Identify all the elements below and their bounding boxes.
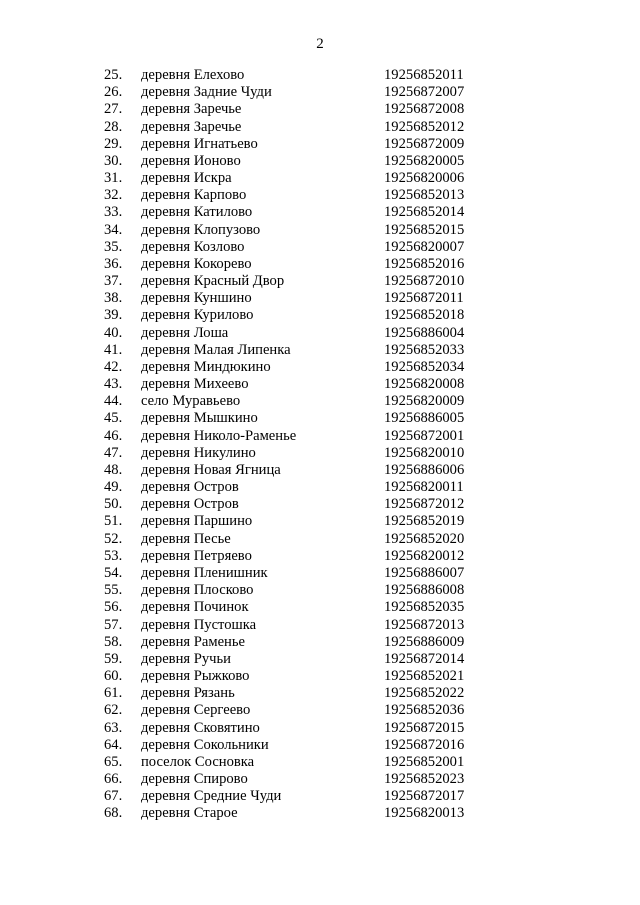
oktmo-code: 19256820007 bbox=[384, 238, 465, 255]
list-item bbox=[0, 410, 640, 427]
row-number: 35. bbox=[104, 238, 123, 255]
settlement-name: деревня Заречье bbox=[141, 101, 242, 118]
oktmo-code: 19256852016 bbox=[384, 255, 465, 272]
list-item bbox=[0, 582, 640, 599]
oktmo-code: 19256820011 bbox=[384, 479, 464, 496]
list-item bbox=[0, 771, 640, 788]
oktmo-code: 19256872009 bbox=[384, 135, 465, 152]
row-number: 53. bbox=[104, 547, 123, 564]
row-number: 40. bbox=[104, 324, 123, 341]
row-number: 33. bbox=[104, 204, 123, 221]
list-item bbox=[0, 393, 640, 410]
oktmo-code: 19256886008 bbox=[384, 582, 465, 599]
oktmo-code: 19256820009 bbox=[384, 393, 465, 410]
list-item bbox=[0, 702, 640, 719]
settlement-name: деревня Ионово bbox=[141, 152, 241, 169]
list-item bbox=[0, 222, 640, 239]
row-number: 41. bbox=[104, 341, 123, 358]
list-item bbox=[0, 599, 640, 616]
oktmo-code: 19256872014 bbox=[384, 650, 465, 667]
row-number: 38. bbox=[104, 290, 123, 307]
oktmo-code: 19256820005 bbox=[384, 152, 465, 169]
row-number: 51. bbox=[104, 513, 123, 530]
list-item bbox=[0, 256, 640, 273]
list-item bbox=[0, 496, 640, 513]
oktmo-code: 19256872011 bbox=[384, 290, 464, 307]
oktmo-code: 19256852021 bbox=[384, 668, 465, 685]
list-item bbox=[0, 651, 640, 668]
oktmo-code: 19256872016 bbox=[384, 736, 465, 753]
oktmo-code: 19256852035 bbox=[384, 599, 465, 616]
settlement-name: деревня Починок bbox=[141, 599, 249, 616]
row-number: 48. bbox=[104, 461, 123, 478]
list-item bbox=[0, 101, 640, 118]
list-item bbox=[0, 204, 640, 221]
list-item bbox=[0, 84, 640, 101]
settlement-name: деревня Елехово bbox=[141, 67, 245, 83]
list-item bbox=[0, 187, 640, 204]
oktmo-code: 19256872013 bbox=[384, 616, 465, 633]
oktmo-code: 19256886009 bbox=[384, 633, 465, 650]
oktmo-code: 19256820010 bbox=[384, 444, 465, 461]
row-number: 57. bbox=[104, 616, 123, 633]
row-number: 46. bbox=[104, 427, 123, 444]
settlement-name: деревня Лоша bbox=[141, 324, 229, 341]
settlement-name: поселок Сосновка bbox=[141, 753, 255, 770]
settlement-name: деревня Песье bbox=[141, 530, 231, 547]
list-item bbox=[0, 428, 640, 445]
row-number: 58. bbox=[104, 633, 123, 650]
settlement-list bbox=[0, 67, 640, 823]
row-number: 66. bbox=[104, 771, 123, 788]
list-item bbox=[0, 788, 640, 805]
oktmo-code: 19256852013 bbox=[384, 187, 465, 204]
row-number: 68. bbox=[104, 805, 123, 822]
row-number: 31. bbox=[104, 170, 123, 187]
settlement-name: деревня Карпово bbox=[141, 187, 247, 204]
row-number: 64. bbox=[104, 736, 123, 753]
list-item bbox=[0, 531, 640, 548]
oktmo-code: 19256872007 bbox=[384, 84, 465, 101]
row-number: 44. bbox=[104, 393, 123, 410]
settlement-name: деревня Средние Чуди bbox=[141, 788, 282, 805]
row-number: 50. bbox=[104, 496, 123, 513]
settlement-name: деревня Кокорево bbox=[141, 255, 252, 272]
oktmo-code: 19256886006 bbox=[384, 461, 465, 478]
settlement-name: деревня Игнатьево bbox=[141, 135, 258, 152]
list-item bbox=[0, 548, 640, 565]
list-item bbox=[0, 67, 640, 84]
oktmo-code: 19256886004 bbox=[384, 324, 465, 341]
row-number: 54. bbox=[104, 564, 123, 581]
oktmo-code: 19256872012 bbox=[384, 496, 465, 513]
settlement-name: деревня Красный Двор bbox=[141, 273, 285, 290]
settlement-name: деревня Рыжково bbox=[141, 668, 250, 685]
row-number: 65. bbox=[104, 753, 123, 770]
oktmo-code: 19256852036 bbox=[384, 702, 465, 719]
list-item bbox=[0, 720, 640, 737]
row-number: 45. bbox=[104, 410, 123, 427]
oktmo-code: 19256872008 bbox=[384, 101, 465, 118]
list-item bbox=[0, 617, 640, 634]
settlement-name: деревня Новая Ягница bbox=[141, 461, 281, 478]
row-number: 59. bbox=[104, 650, 123, 667]
oktmo-code: 19256820008 bbox=[384, 376, 465, 393]
row-number: 49. bbox=[104, 479, 123, 496]
row-number: 30. bbox=[104, 152, 123, 169]
settlement-name: деревня Спирово bbox=[141, 771, 248, 788]
list-item bbox=[0, 376, 640, 393]
row-number: 43. bbox=[104, 376, 123, 393]
list-item bbox=[0, 359, 640, 376]
settlement-name: деревня Паршино bbox=[141, 513, 253, 530]
oktmo-code: 19256852019 bbox=[384, 513, 465, 530]
settlement-name: деревня Пустошка bbox=[141, 616, 257, 633]
row-number: 47. bbox=[104, 444, 123, 461]
list-item bbox=[0, 273, 640, 290]
oktmo-code: 19256852018 bbox=[384, 307, 465, 324]
settlement-name: деревня Клопузово bbox=[141, 221, 261, 238]
row-number: 61. bbox=[104, 685, 123, 702]
page-number: 2 bbox=[316, 36, 324, 52]
oktmo-code: 19256852034 bbox=[384, 358, 465, 375]
settlement-name: деревня Николо-Раменье bbox=[141, 427, 297, 444]
oktmo-code: 19256886007 bbox=[384, 564, 465, 581]
list-item bbox=[0, 290, 640, 307]
row-number: 28. bbox=[104, 118, 123, 135]
settlement-name: деревня Сковятино bbox=[141, 719, 260, 736]
settlement-name: деревня Задние Чуди bbox=[141, 84, 272, 101]
list-item bbox=[0, 668, 640, 685]
settlement-name: деревня Рязань bbox=[141, 685, 235, 702]
row-number: 37. bbox=[104, 273, 123, 290]
list-item bbox=[0, 170, 640, 187]
list-item bbox=[0, 565, 640, 582]
list-item bbox=[0, 325, 640, 342]
list-item bbox=[0, 119, 640, 136]
list-item bbox=[0, 685, 640, 702]
settlement-name: деревня Мышкино bbox=[141, 410, 258, 427]
list-item bbox=[0, 737, 640, 754]
settlement-name: деревня Старое bbox=[141, 805, 238, 822]
oktmo-code: 19256820006 bbox=[384, 170, 465, 187]
settlement-name: деревня Курилово bbox=[141, 307, 254, 324]
oktmo-code: 19256852015 bbox=[384, 221, 465, 238]
settlement-name: деревня Искра bbox=[141, 170, 232, 187]
list-item bbox=[0, 462, 640, 479]
oktmo-code: 19256852020 bbox=[384, 530, 465, 547]
oktmo-code: 19256852012 bbox=[384, 118, 465, 135]
row-number: 62. bbox=[104, 702, 123, 719]
row-number: 42. bbox=[104, 358, 123, 375]
oktmo-code: 19256872001 bbox=[384, 427, 465, 444]
row-number: 55. bbox=[104, 582, 123, 599]
oktmo-code: 19256872017 bbox=[384, 788, 465, 805]
row-number: 39. bbox=[104, 307, 123, 324]
list-item bbox=[0, 445, 640, 462]
settlement-name: деревня Никулино bbox=[141, 444, 256, 461]
settlement-name: деревня Сергеево bbox=[141, 702, 251, 719]
oktmo-code: 19256852033 bbox=[384, 341, 465, 358]
settlement-name: деревня Остров bbox=[141, 479, 239, 496]
oktmo-code: 19256852014 bbox=[384, 204, 465, 221]
oktmo-code: 19256820012 bbox=[384, 547, 465, 564]
settlement-name: деревня Малая Липенка bbox=[141, 341, 291, 358]
oktmo-code: 19256872010 bbox=[384, 273, 465, 290]
list-item bbox=[0, 239, 640, 256]
settlement-name: деревня Петряево bbox=[141, 547, 252, 564]
list-item bbox=[0, 634, 640, 651]
settlement-name: деревня Заречье bbox=[141, 118, 242, 135]
list-item bbox=[0, 153, 640, 170]
list-item bbox=[0, 479, 640, 496]
list-item bbox=[0, 513, 640, 530]
settlement-name: деревня Ручьи bbox=[141, 650, 231, 667]
row-number: 29. bbox=[104, 135, 123, 152]
row-number: 26. bbox=[104, 84, 123, 101]
settlement-name: деревня Сокольники bbox=[141, 736, 269, 753]
oktmo-code: 19256872015 bbox=[384, 719, 465, 736]
oktmo-code: 19256852022 bbox=[384, 685, 465, 702]
settlement-name: деревня Раменье bbox=[141, 633, 245, 650]
row-number: 67. bbox=[104, 788, 123, 805]
row-number: 32. bbox=[104, 187, 123, 204]
row-number: 56. bbox=[104, 599, 123, 616]
list-item bbox=[0, 342, 640, 359]
settlement-name: деревня Катилово bbox=[141, 204, 253, 221]
oktmo-code: 19256886005 bbox=[384, 410, 465, 427]
row-number: 60. bbox=[104, 668, 123, 685]
oktmo-code: 19256820013 bbox=[384, 805, 465, 822]
row-number: 52. bbox=[104, 530, 123, 547]
settlement-name: деревня Пленишник bbox=[141, 564, 268, 581]
settlement-name: деревня Михеево bbox=[141, 376, 249, 393]
settlement-name: деревня Остров bbox=[141, 496, 239, 513]
row-number: 63. bbox=[104, 719, 123, 736]
settlement-name: деревня Козлово bbox=[141, 238, 245, 255]
list-item bbox=[0, 754, 640, 771]
row-number: 25. bbox=[104, 67, 123, 83]
oktmo-code: 19256852001 bbox=[384, 753, 465, 770]
list-item bbox=[0, 805, 640, 822]
oktmo-code: 19256852011 bbox=[384, 67, 464, 83]
list-item bbox=[0, 136, 640, 153]
row-number: 27. bbox=[104, 101, 123, 118]
settlement-name: деревня Куншино bbox=[141, 290, 252, 307]
list-item bbox=[0, 307, 640, 324]
settlement-name: деревня Миндюкино bbox=[141, 358, 271, 375]
oktmo-code: 19256852023 bbox=[384, 771, 465, 788]
row-number: 36. bbox=[104, 255, 123, 272]
settlement-name: деревня Плосково bbox=[141, 582, 254, 599]
settlement-name: село Муравьево bbox=[141, 393, 241, 410]
row-number: 34. bbox=[104, 221, 123, 238]
